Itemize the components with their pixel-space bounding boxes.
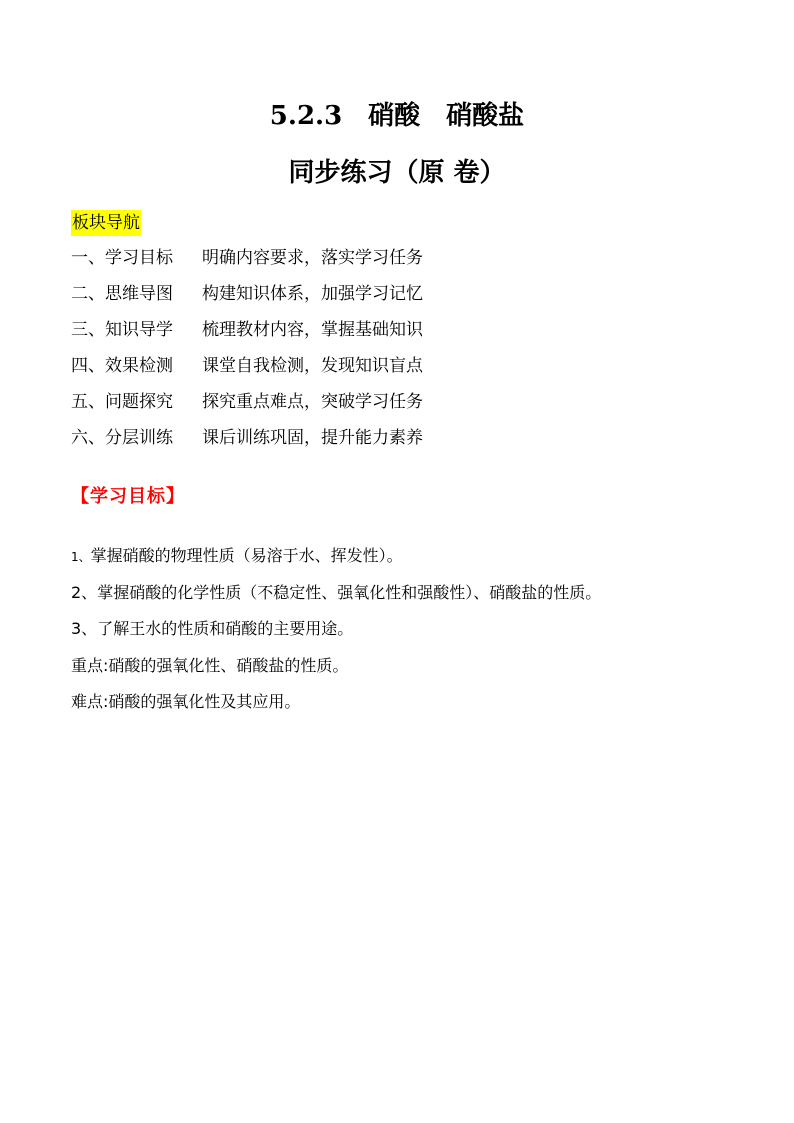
nav-item-objectives (71, 245, 423, 281)
nav-item-knowledge-guide (71, 317, 423, 353)
objective-text: 了解王水的性质和硝酸的主要用途。 (97, 619, 354, 638)
document-subtitle: 同步练习（原 卷） (288, 158, 506, 188)
navigation-heading: 板块导航 (71, 210, 141, 236)
objective-item (71, 616, 601, 653)
nav-item-mind-map (71, 281, 423, 317)
objective-item (71, 543, 601, 580)
nav-item-name: 二、思维导图 (71, 284, 173, 304)
objectives-list (71, 543, 601, 726)
nav-item-name: 一、学习目标 (71, 248, 173, 268)
nav-item-name: 三、知识导学 (71, 320, 173, 340)
objective-text: 掌握硝酸的物理性质（易溶于水、挥发性）。 (90, 546, 403, 565)
key-point: 重点:硝酸的强氧化性、硝酸盐的性质。 (71, 655, 349, 675)
nav-item-desc: 梳理教材内容，掌握基础知识 (202, 320, 423, 340)
nav-item-desc: 构建知识体系，加强学习记忆 (202, 284, 423, 304)
objective-number: 3、 (71, 619, 98, 638)
objective-text: 掌握硝酸的化学性质（不稳定性、强氧化性和强酸性）、硝酸盐的性质。 (97, 582, 602, 602)
nav-item-layered-training (71, 425, 423, 461)
nav-item-name: 六、分层训练 (71, 428, 173, 448)
navigation-list (71, 245, 423, 461)
nav-item-effect-check (71, 353, 423, 389)
objective-number: 2、 (71, 582, 98, 602)
document-title: 5.2.3 硝酸 硝酸盐 (269, 101, 525, 131)
nav-item-desc: 探究重点难点，突破学习任务 (202, 392, 423, 412)
nav-item-desc: 课后训练巩固，提升能力素养 (202, 428, 423, 448)
objectives-heading: 【学习目标】 (71, 486, 185, 507)
nav-item-problem-inquiry (71, 389, 423, 425)
nav-item-desc: 明确内容要求，落实学习任务 (202, 248, 423, 268)
objective-item (71, 580, 601, 617)
nav-item-desc: 课堂自我检测，发现知识盲点 (202, 356, 423, 376)
objective-number: 1、 (71, 550, 91, 564)
nav-item-name: 五、问题探究 (71, 392, 173, 412)
difficult-point: 难点:硝酸的强氧化性及其应用。 (71, 692, 301, 711)
nav-item-name: 四、效果检测 (71, 356, 173, 376)
